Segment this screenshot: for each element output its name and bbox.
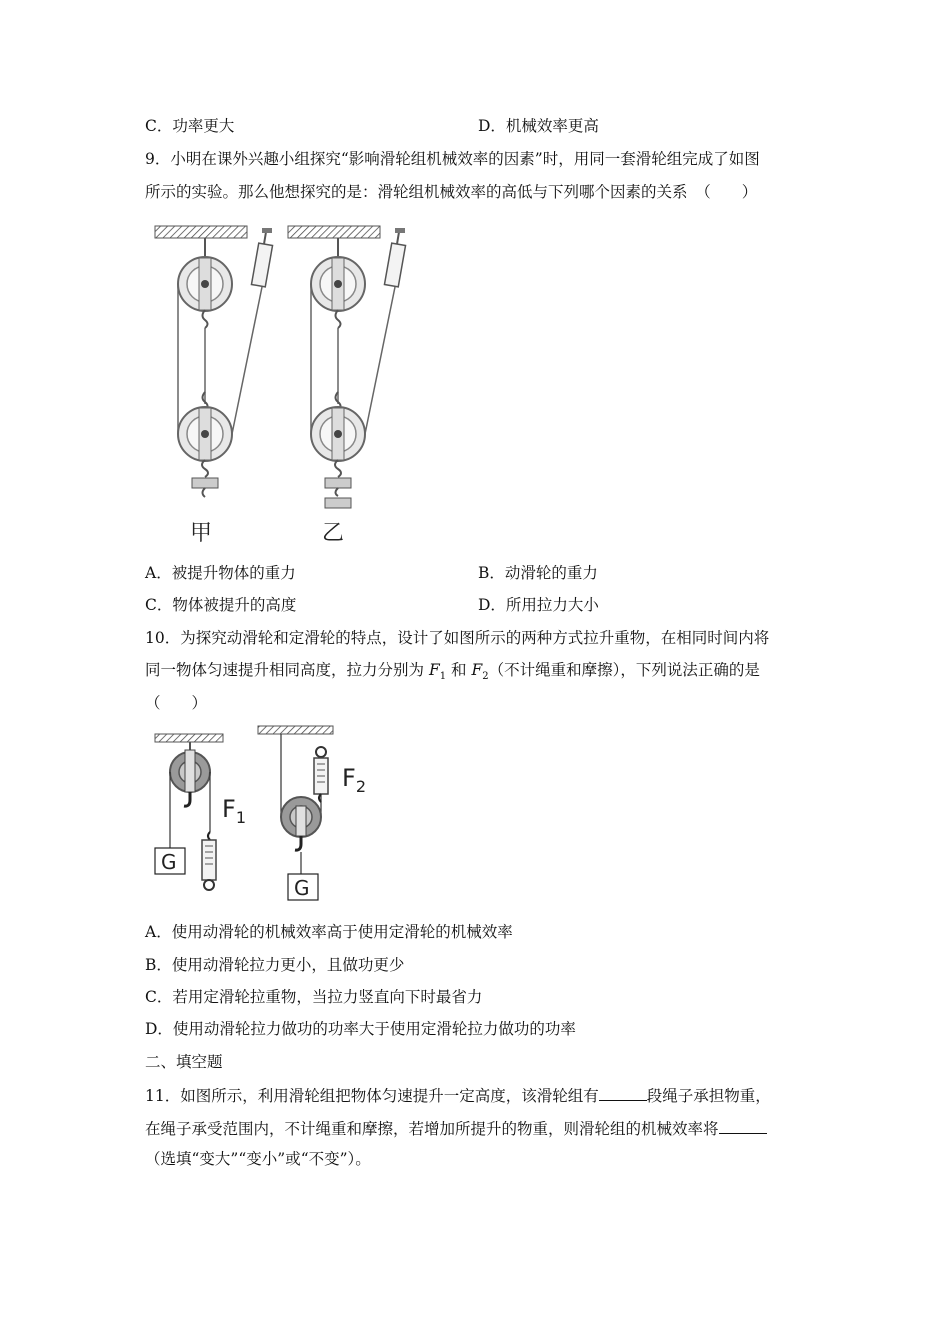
q10-stem-line1: 10．为探究动滑轮和定滑轮的特点，设计了如图所示的两种方式拉升重物，在相同时间内将 [145, 629, 770, 647]
q9-option-a: A．被提升物体的重力 [145, 564, 296, 582]
q11-blank-2[interactable] [719, 1117, 767, 1134]
movable-g-label: G [294, 876, 310, 900]
section-title: 二、填空题 [145, 1053, 223, 1071]
q9-option-c: C．物体被提升的高度 [145, 596, 297, 614]
movable-pulley [258, 726, 366, 900]
q11-stem-line2: 在绳子承受范围内，不计绳重和摩擦，若增加所提升的物重，则滑轮组的机械效率将 [145, 1117, 767, 1139]
label-yi: 乙 [322, 521, 345, 546]
q11-stem-line3: （选填“变大”“变小”或“不变”）。 [145, 1150, 371, 1168]
q9-option-d: D．所用拉力大小 [478, 596, 599, 614]
f1-label: $F_1$ [222, 795, 246, 827]
q10-option-a: A．使用动滑轮的机械效率高于使用定滑轮的机械效率 [145, 923, 513, 941]
fixed-g-label: G [161, 850, 177, 874]
q9-stem-line2: 所示的实验。那么他想探究的是：滑轮组机械效率的高低与下列哪个因素的关系 （ ） [145, 183, 758, 201]
q9-stem-line1: 9．小明在课外兴趣小组探究“影响滑轮组机械效率的因素”时，用同一套滑轮组完成了如图 [145, 150, 760, 168]
q10-stem-line3: （ ） [145, 694, 208, 712]
fixed-pulley [155, 734, 246, 890]
q10-option-d: D．使用动滑轮拉力做功的功率大于使用定滑轮拉力做功的功率 [145, 1020, 576, 1038]
pulley-system-yi [288, 226, 406, 508]
q8-option-d: D．机械效率更高 [478, 117, 599, 135]
q9-option-b: B．动滑轮的重力 [478, 564, 598, 582]
q8-option-c: C．功率更大 [145, 117, 235, 135]
q11-blank-1[interactable] [599, 1084, 647, 1101]
q10-option-b: B．使用动滑轮拉力更小，且做功更少 [145, 956, 405, 974]
pulley-system-jia [155, 226, 273, 497]
f2-label: $F_2$ [342, 764, 366, 796]
q10-option-c: C．若用定滑轮拉重物，当拉力竖直向下时最省力 [145, 988, 483, 1006]
q10-stem-line2: 同一物体匀速提升相同高度，拉力分别为 $F_1$ 和 $F_2$（不计绳重和摩擦），下列说法正确的是 [145, 661, 760, 683]
q11-stem-line1: 11．如图所示，利用滑轮组把物体匀速提升一定高度，该滑轮组有 段绳子承担物重， [145, 1084, 771, 1106]
label-jia: 甲 [190, 521, 213, 546]
q9-figure [150, 222, 420, 551]
q10-figure [150, 722, 380, 908]
